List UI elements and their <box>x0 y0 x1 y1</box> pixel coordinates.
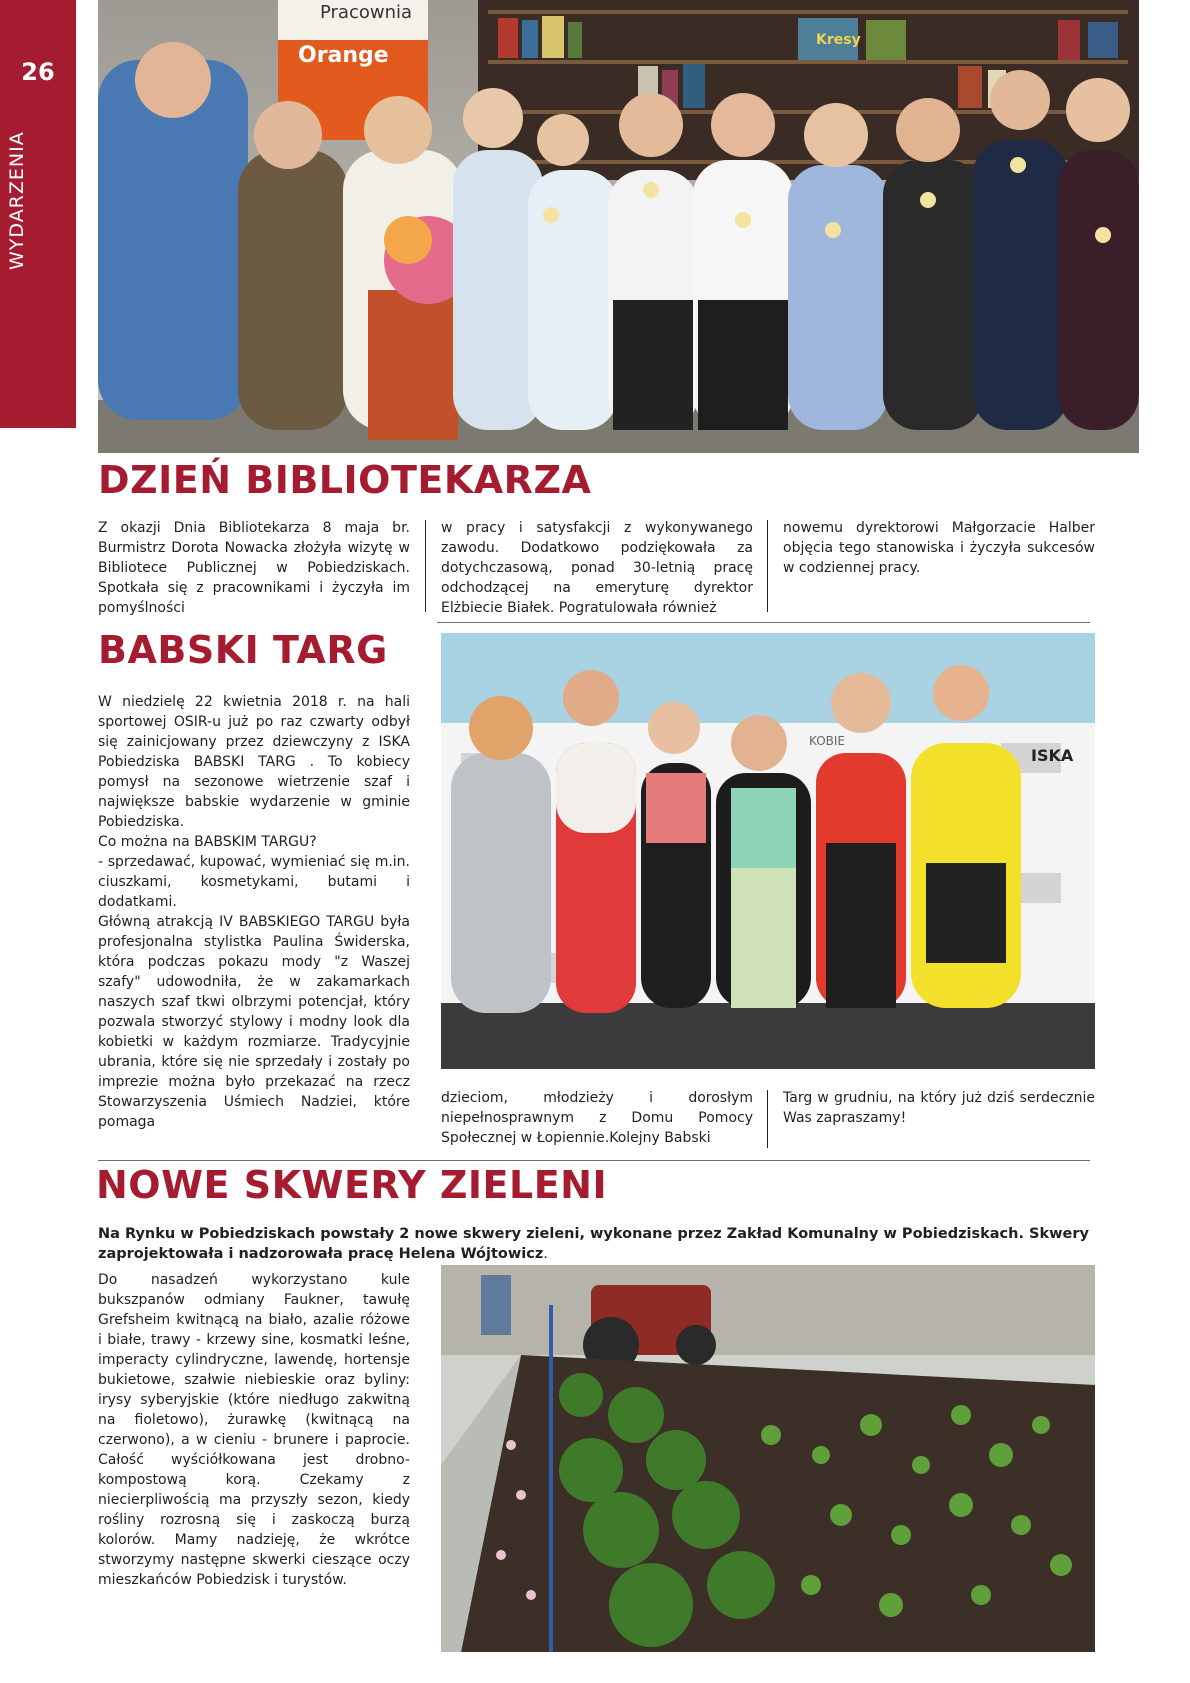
article1-column-3: nowemu dyrektorowi Małgorzacie Halber objęcia tego stanowiska i życzyła sukcesów w codziennej pracy. <box>783 520 1095 576</box>
article3-lead-end: . <box>543 1246 548 1262</box>
column-divider <box>767 1090 768 1148</box>
banner-text: KOBIE <box>809 734 846 748</box>
article-title-dzien-bibliotekarza: DZIEŃ BIBLIOTEKARZA <box>98 458 592 502</box>
article2-column-2: dzieciom, młodzieży i dorosłym niepełnosprawnym z Domu Pomocy Społecznej w Łopiennie.Kolejny Babski <box>441 1090 753 1146</box>
sign-text-line1: Pracownia <box>320 2 413 23</box>
column-divider <box>425 520 426 612</box>
section-divider <box>98 1160 1090 1161</box>
article2-paragraph: Główną atrakcją IV BABSKIEGO TARGU była profesjonalna stylistka Paulina Świderska, która podczas pokazu mody "z Waszej szafy" udowodniła, że w zakamarkach naszych szaf tkwi olbrzymi potencjał, który pozwala stworzyć stylowy i modny look dla kobietki w każdym rozmiarze. Tradycyjnie ubrania, które się nie sprzedały i zostały po imprezie można było przekazać na rzecz Stowarzyszenia Uśmiech Nadziei, które pomaga <box>98 914 410 1130</box>
section-label: WYDARZENIA <box>6 131 28 270</box>
article2-question: Co można na BABSKIM TARGU? <box>98 834 317 850</box>
librarians-photo <box>98 0 1139 453</box>
article-title-babski-targ: BABSKI TARG <box>98 628 388 672</box>
green-square-photo <box>441 1265 1095 1652</box>
article2-paragraph: - sprzedawać, kupować, wymieniać się m.in. ciuszkami, kosmetykami, butami i dodatkami. <box>98 854 410 910</box>
sign-text-line2: Orange <box>298 43 389 68</box>
article2-column-3: Targ w grudniu, na który już dziś serdecznie Was zapraszamy! <box>783 1090 1095 1126</box>
article1-column-2: w pracy i satysfakcji z wykonywanego zawodu. Dodatkowo podziękowała za dotychczasową, ponad 30-letnią pracę odchodzącej na emeryturę dyrektor Elżbiecie Białek. Pogratulowała również <box>441 520 753 616</box>
page-number: 26 <box>21 58 55 86</box>
book-title: Kresy <box>816 32 861 48</box>
article2-paragraph: W niedzielę 22 kwietnia 2018 r. na hali sportowej OSIR-u już po raz czwarty odbył się zainicjowany przez dziewczyny z ISKA Pobiedziska BABSKI TARG . To kobiecy pomysł na sezonowe wietrzenie szaf i największe babskie wydarzenie w gminie Pobiedziska. <box>98 694 410 830</box>
article-title-nowe-skwery-zieleni: NOWE SKWERY ZIELENI <box>96 1163 608 1207</box>
article3-lead <box>98 1224 1098 1264</box>
section-divider <box>437 622 1090 623</box>
babski-targ-photo <box>441 633 1095 1069</box>
banner-logo: ISKA <box>1031 746 1074 765</box>
article1-column-1: Z okazji Dnia Bibliotekarza 8 maja br. Burmistrz Dorota Nowacka złożyła wizytę w Bibliotece Publicznej w Pobiedziskach. Spotkała się z pracownikami i życzyła im pomyślności <box>98 520 410 616</box>
column-divider <box>767 520 768 612</box>
article2-column-1 <box>98 692 410 1132</box>
article3-body: Do nasadzeń wykorzystano kule bukszpanów odmiany Faukner, tawułę Grefsheim kwitnącą na biało, azalie różowe i białe, trawy - krzewy sine, kosmatki leśne, imperacty cylindryczne, lawendę, hortensje bukietowe, szałwie niebieskie oraz byliny: irysy syberyjskie (które niedługo zakwitną na fioletowo), żurawkę (kwitnącą na czerwono), a w cieniu - brunere i paprocie. Całość wyściółkowana jest drobno-kompostową korą. Czekamy z niecierpliwością ma przyszły sezon, kiedy rośliny rozrosną się i zaskoczą burzą kolorów. Mamy nadzieję, że wkrótce stworzymy następne skwerki cieszące oczy mieszkańców Pobiedzisk i turystów. <box>98 1272 410 1588</box>
article3-lead-text: Na Rynku w Pobiedziskach powstały 2 nowe skwery zieleni, wykonane przez Zakład Komunalny w Pobiedziskach. Skwery zaprojektowała i nadzorowała pracę Helena Wójtowicz <box>98 1226 1089 1262</box>
